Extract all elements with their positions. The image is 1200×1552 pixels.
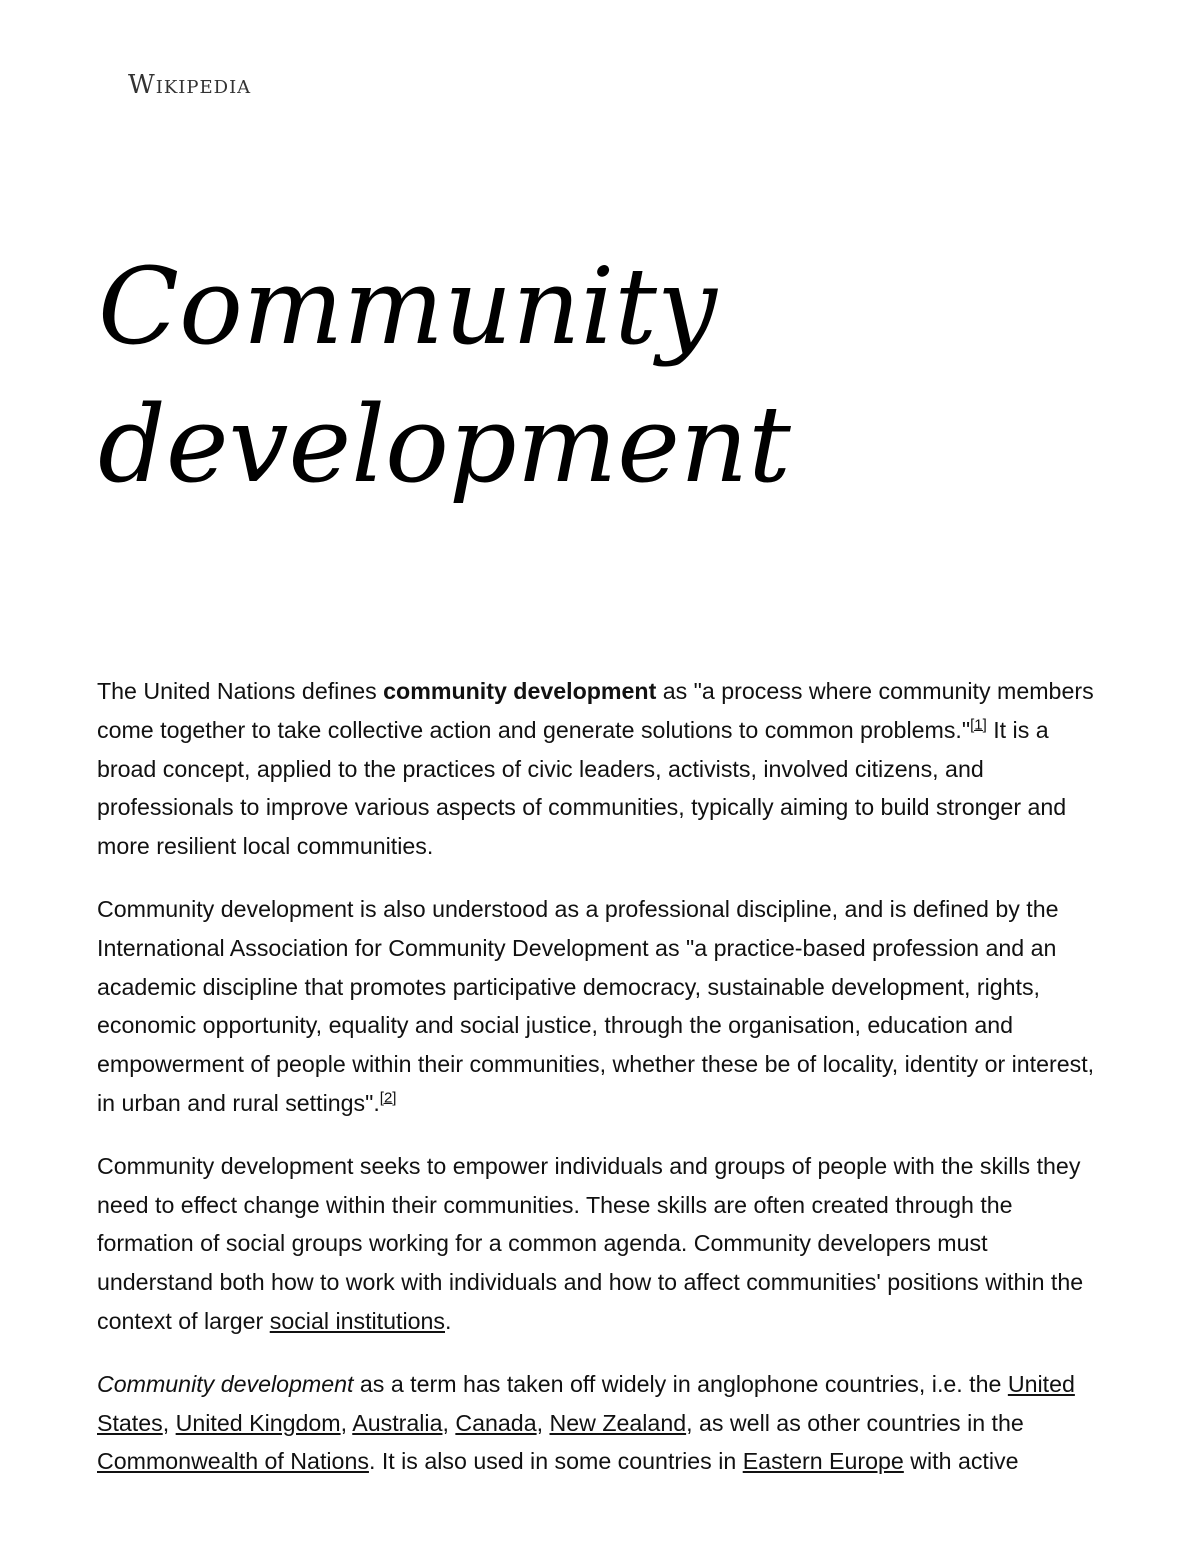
text: It is a broad concept, applied to the practices of civic leaders, activists, involved citizens, and professionals to improve various aspects of communities, typically aiming to build stronger and more resilient local communities. xyxy=(97,716,1067,860)
paragraph-1 xyxy=(97,672,1107,866)
text: . xyxy=(445,1307,452,1334)
separator: , xyxy=(442,1409,456,1436)
text: as "a process where community members come together to take collective action and generate solutions to common problems." xyxy=(97,678,1094,743)
page-title: Community development xyxy=(98,245,791,506)
link-commonwealth-of-nations[interactable]: Commonwealth of Nations xyxy=(97,1448,369,1475)
paragraph-3 xyxy=(97,1147,1107,1341)
text: . It is also used in some countries in xyxy=(368,1448,743,1475)
link-new-zealand[interactable]: New Zealand xyxy=(549,1409,687,1436)
bold-term: community development xyxy=(383,678,657,704)
text: , as well as other countries in the xyxy=(686,1409,1024,1436)
citation-link-1[interactable]: [1] xyxy=(970,716,987,734)
wikipedia-logo[interactable]: Wikipedia xyxy=(128,70,252,100)
separator: , xyxy=(340,1409,353,1436)
paragraph-2 xyxy=(97,890,1107,1123)
text: The United Nations defines xyxy=(97,678,384,704)
link-united-kingdom[interactable]: United Kingdom xyxy=(175,1409,341,1436)
text: Community development is also understood as a professional discipline, and is defined by the International Association for Community Development as "a practice-based profession and an academic discipline that promotes participative democracy, sustainable development, rights, economic opportunity, equality and social justice, through the organisation, education and empowerment of people within their communities, whether these be of locality, identity or interest, in urban and rural settings". xyxy=(97,895,1095,1116)
paragraph-4 xyxy=(97,1365,1107,1481)
link-social-institutions[interactable]: social institutions xyxy=(269,1307,445,1334)
link-canada[interactable]: Canada xyxy=(455,1409,537,1436)
link-united-states[interactable]: United States xyxy=(97,1370,1075,1436)
link-eastern-europe[interactable]: Eastern Europe xyxy=(742,1448,904,1475)
italic-term: Community development xyxy=(97,1370,354,1397)
article-body xyxy=(97,672,1107,1505)
citation-1 xyxy=(970,716,987,733)
text: Community development seeks to empower individuals and groups of people with the skills they need to effect change within their communities. These skills are often created through the formation of social groups working for a common agenda. Community developers must understand both how to work with individuals and how to affect communities' positions within the context of larger xyxy=(97,1152,1084,1334)
separator: , xyxy=(536,1409,550,1436)
link-australia[interactable]: Australia xyxy=(352,1409,443,1436)
text: with active xyxy=(903,1448,1019,1475)
citation-2 xyxy=(380,1089,397,1106)
separator: , xyxy=(162,1409,176,1436)
citation-link-2[interactable]: [2] xyxy=(379,1089,397,1107)
text: as a term has taken off widely in anglophone countries, i.e. the xyxy=(353,1370,1008,1397)
